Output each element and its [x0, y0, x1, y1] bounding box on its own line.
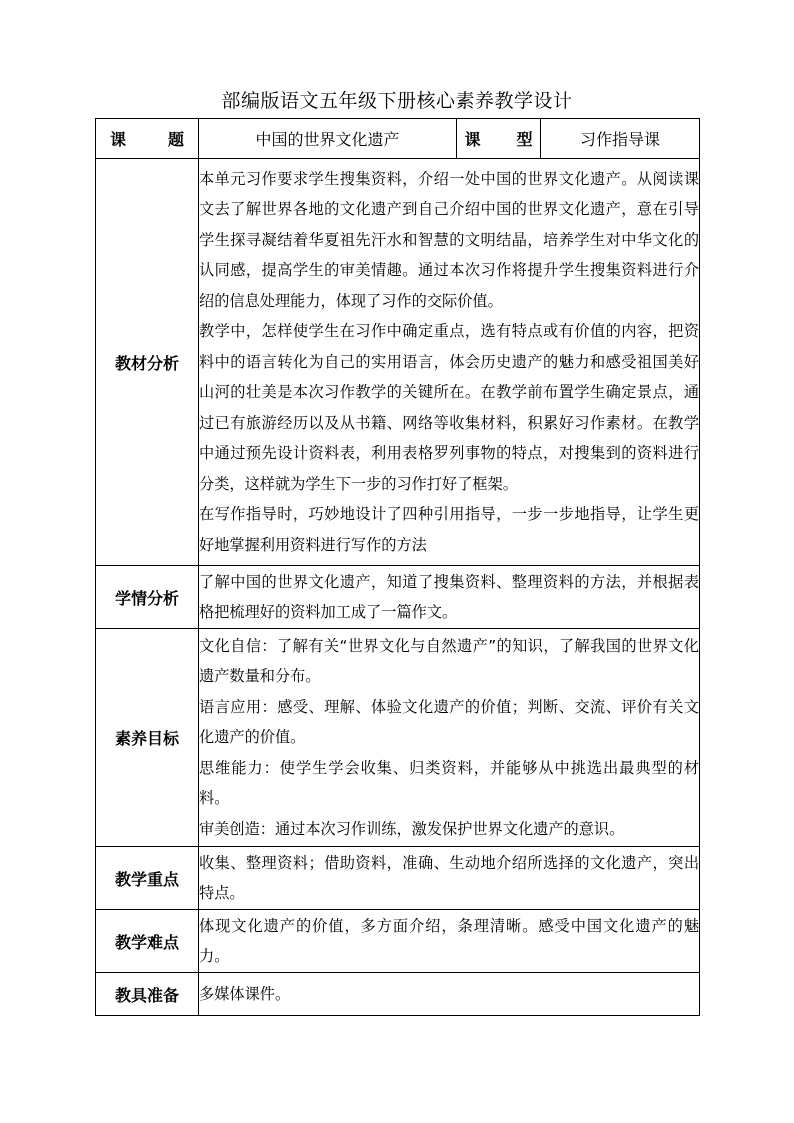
paragraph: 本单元习作要求学生搜集资料，介绍一处中国的世界文化遗产。从阅读课文去了解世界各地的文化遗产到自己介绍中国的世界文化遗产，意在引导学生探寻凝结着华夏祖先汗水和智慧的文明结晶，培养学生对中华文化的认同感，提高学生的审美情趣。通过本次习作将提升学生搜集资料进行介绍的信息处理能力，体现了习作的交际价值。 [199, 169, 699, 310]
teaching-aids-content [199, 973, 700, 1016]
type-value: 习作指导课 [541, 119, 700, 159]
row-textbook-analysis [96, 159, 700, 566]
type-label-char-2: 型 [516, 130, 533, 149]
paragraph: 在写作指导时，巧妙地设计了四种引用指导，一步一步地指导，让学生更好地掌握利用资料进行写作的方法 [199, 505, 699, 554]
type-label [457, 119, 541, 159]
textbook-analysis-label: 教材分析 [96, 159, 199, 566]
paragraph: 教学中，怎样使学生在习作中确定重点，选有特点或有价值的内容，把资料中的语言转化为自己的实用语言，体会历史遗产的魅力和感受祖国美好山河的壮美是本次习作教学的关键所在。在教学前布置学生确定景点，通过已有旅游经历以及从书籍、网络等收集材料，积累好习作素材。在教学中通过预先设计资料表，利用表格罗列事物的特点，对搜集到的资料进行分类，这样就为学生下一步的习作打好了框架。 [199, 322, 699, 493]
lesson-plan-table [95, 118, 700, 1016]
row-literacy-goals [96, 629, 700, 847]
header-row [96, 119, 700, 159]
topic-label-char-2: 题 [168, 130, 185, 149]
type-label-char-1: 课 [464, 130, 481, 149]
paragraph: 语言应用：感受、理解、体验文化遗产的价值；判断、交流、评价有关文化遗产的价值。 [199, 697, 699, 747]
row-teaching-aids [96, 973, 700, 1016]
teaching-focus-content [199, 847, 700, 910]
paragraph: 多媒体课件。 [199, 984, 291, 1003]
topic-label-char-1: 课 [109, 130, 126, 149]
paragraph: 体现文化遗产的价值，多方面介绍，条理清晰。感受中国文化遗产的魅力。 [199, 916, 699, 965]
topic-label [96, 119, 199, 159]
literacy-goals-content [199, 629, 700, 847]
teaching-focus-label: 教学重点 [96, 847, 199, 910]
topic-value: 中国的世界文化遗产 [199, 119, 457, 159]
paragraph: 审美创造：通过本次习作训练，激发保护世界文化遗产的意识。 [199, 819, 625, 838]
row-teaching-difficulty [96, 910, 700, 973]
teaching-difficulty-label: 教学难点 [96, 910, 199, 973]
paragraph: 了解中国的世界文化遗产，知道了搜集资料、整理资料的方法，并根据表格把梳理好的资料加工成了一篇作文。 [199, 572, 699, 621]
row-teaching-focus [96, 847, 700, 910]
textbook-analysis-content [199, 159, 700, 566]
row-student-analysis [96, 566, 700, 629]
literacy-goals-label: 素养目标 [96, 629, 199, 847]
document-title: 部编版语文五年级下册核心素养教学设计 [221, 90, 573, 112]
student-analysis-label: 学情分析 [96, 566, 199, 629]
teaching-aids-label: 教具准备 [96, 973, 199, 1016]
paragraph: 思维能力：使学生学会收集、归类资料，并能够从中挑选出最典型的材料。 [199, 758, 699, 808]
student-analysis-content [199, 566, 700, 629]
paragraph: 文化自信：了解有关“世界文化与自然遗产”的知识，了解我国的世界文化遗产数量和分布。 [199, 636, 699, 686]
teaching-difficulty-content [199, 910, 700, 973]
paragraph: 收集、整理资料；借助资料，准确、生动地介绍所选择的文化遗产，突出特点。 [199, 853, 699, 902]
